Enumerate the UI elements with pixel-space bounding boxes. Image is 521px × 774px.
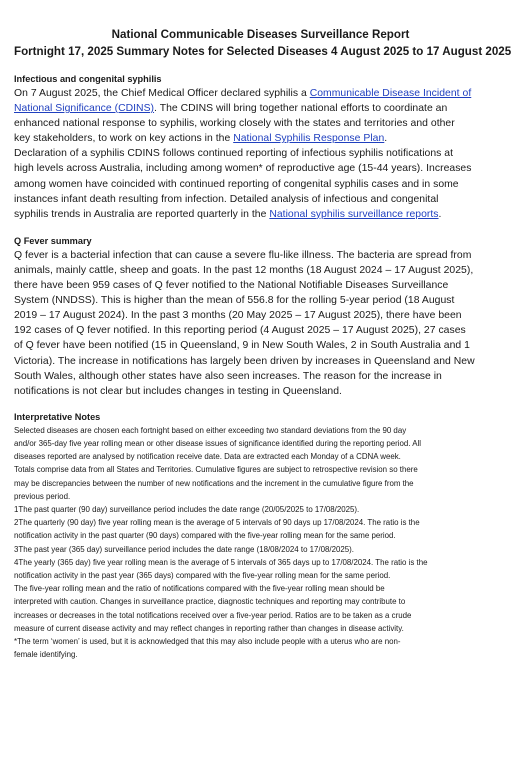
- text-span: . The CDINS will bring together national efforts to coordinate an: [154, 103, 448, 115]
- syphilis-surveillance-reports-link[interactable]: National syphilis surveillance reports: [269, 208, 439, 220]
- section-heading-qfever: Q Fever summary: [14, 235, 92, 246]
- text-span: among women have coincided with continued reporting of congenital syphilis cases and in some: [14, 178, 459, 190]
- note-year-mean: 4The yearly (365 day) five year rolling mean is the average of 5 intervals of 365 days up to 17/08/2024. The ratio is the notification activity in the past year (365 days) compared with the five-year rolling mean for the same period.: [14, 557, 428, 581]
- text-span: .: [438, 208, 442, 220]
- qfever-paragraph: Q fever is a bacterial infection that can cause a severe flu-like illness. The bacteria are spread from animals, mainly cattle, sheep and goats. In the past 12 months (18 August 2024 – 17 August 2025), there have been 959 cases of Q fever notified to the National Notifiable Diseases Surveillance System (NNDSS). This is higher than the mean of 556.8 for the rolling 5-year period (18 August 2019 – 17 August 2024). In the past 3 months (20 May 2025 – 17 August 2025), there have been 192 cases of Q fever notified. In this reporting period (4 August 2025 – 17 August 2025), 27 cases of Q fever have been notified (15 in Queensland, 9 in New South Wales, 2 in South Australia and 1 Victoria). The increase in notifications has largely been driven by increases in Queensland and New South Wales, although other states have also seen increases. The reason for the increase in notifications is not clear but includes changes in testing in Queensland.: [14, 249, 475, 397]
- syphilis-paragraph-2: [14, 146, 507, 221]
- text-span: On 7 August 2025, the Chief Medical Officer declared syphilis a: [14, 88, 310, 99]
- section-heading-notes: Interpretative Notes: [14, 411, 101, 422]
- text-span: instances infant death resulting from infection. Detailed analysis of infectious and congenital: [14, 193, 439, 205]
- note-selection-criteria: Selected diseases are chosen each fortnight based on either exceeding two standard deviations from the 90 day and/or 365-day five year rolling mean or other disease issues of significance identified during the reporting period. All diseases reported are analysed by notification receive date. Data are extracted each Monday of a CDNA week.: [14, 425, 422, 462]
- text-span: syphilis trends in Australia are reported quarterly in the: [14, 208, 270, 220]
- text-span: high levels across Australia, including among women* of reproductive age (15-44 years). Increases: [14, 163, 472, 175]
- text-span: enhanced national response to syphilis, working closely with the states and territories and other: [14, 118, 455, 130]
- note-women-term: *The term ‘women’ is used, but it is acknowledged that this may also include people with a uterus who are non- female identifying.: [14, 637, 401, 660]
- report-title: National Communicable Diseases Surveillance Report: [111, 28, 410, 41]
- syphilis-response-plan-link[interactable]: National Syphilis Response Plan: [233, 133, 385, 145]
- report-subtitle: Fortnight 17, 2025 Summary Notes for Selected Diseases 4 August 2025 to 17 August 2025: [14, 45, 512, 58]
- text-span: key stakeholders, to work on key actions in the: [14, 133, 234, 145]
- note-totals: Totals comprise data from all States and Territories. Cumulative figures are subject to retrospective revision so there may be discrepancies between the number of new notifications and the increment in the cumulative figure from the previous period.: [14, 465, 418, 501]
- text-span: .: [384, 133, 388, 145]
- section-heading-syphilis: Infectious and congenital syphilis: [14, 74, 162, 84]
- cdins-link[interactable]: Communicable Disease Incident of National Significance (CDINS): [14, 88, 472, 115]
- note-quarter-period: 1The past quarter (90 day) surveillance period includes the date range (20/05/2025 to 17/08/2025).: [14, 505, 360, 514]
- note-quarter-mean: 2The quarterly (90 day) five year rolling mean is the average of 5 intervals of 90 days up 17/08/2024. The ratio is the notification activity in the past quarter (90 days) compared with the five-year rolling mean for the same period.: [14, 518, 420, 541]
- text-span: Declaration of a syphilis CDINS follows continued reporting of infectious syphilis notifications at: [14, 148, 454, 160]
- syphilis-paragraph-1: [14, 86, 507, 146]
- note-caution: The five-year rolling mean and the ratio of notifications compared with the five-year rolling mean should be interpreted with caution. Changes in surveillance practice, diagnostic techniques and reporting may contribute to increases or decreases in the total notifications received over a five-year period. Ratios are to be taken as a crude measure of current disease activity and may reflect changes in reporting rather than changes in disease activity.: [14, 584, 412, 633]
- note-year-period: 3The past year (365 day) surveillance period includes the date range (18/08/2024 to 17/08/2025).: [14, 544, 354, 554]
